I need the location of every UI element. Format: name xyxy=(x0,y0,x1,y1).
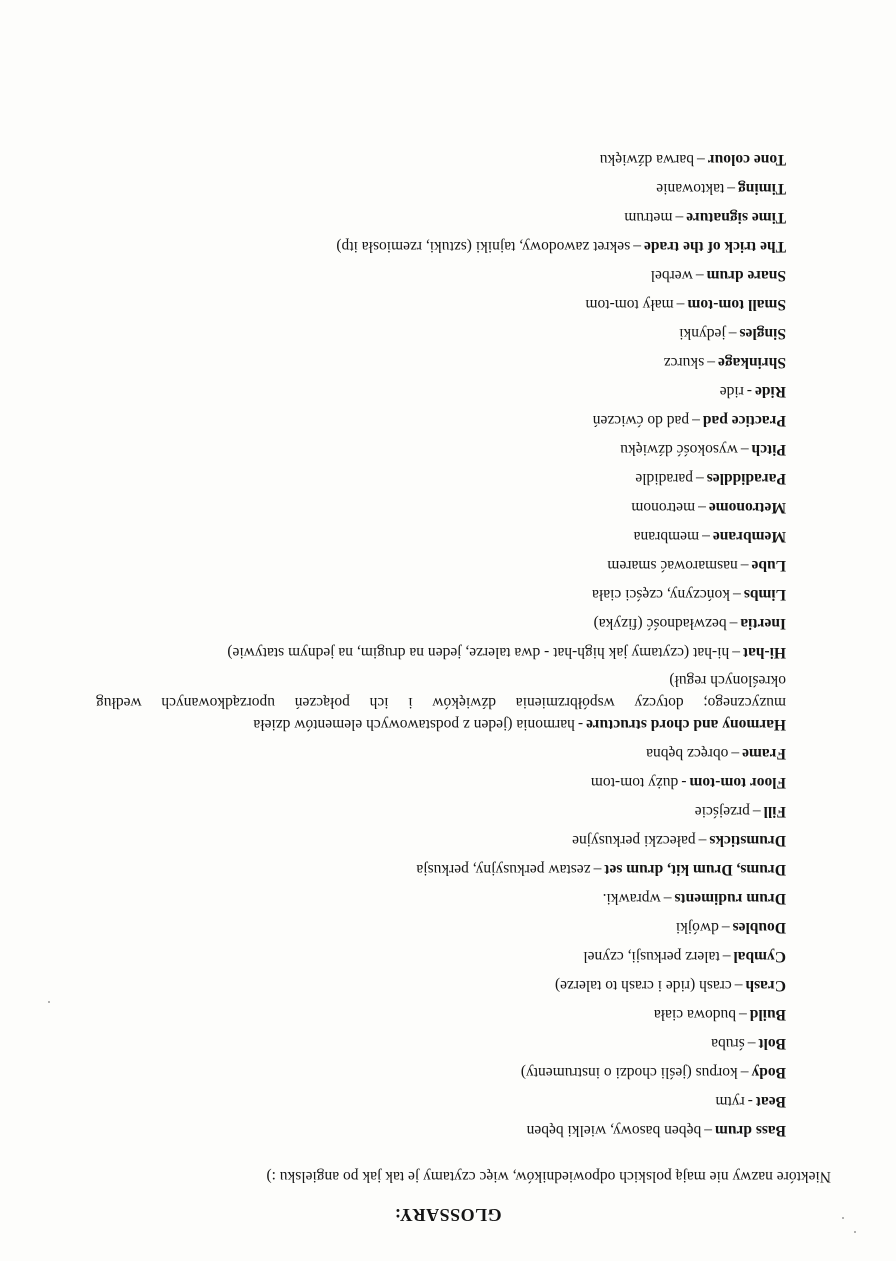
glossary-definition: hi-hat (czytamy jak high-hat - dwa talerze, jeden na drugim, na jednym statywie) xyxy=(227,644,730,661)
glossary-definition: określonych reguł) xyxy=(669,672,786,689)
glossary-separator: – xyxy=(676,296,685,313)
glossary-definition: mały tom-tom xyxy=(585,296,674,313)
glossary-separator: – xyxy=(739,1006,747,1023)
glossary-term: Snare drum xyxy=(706,267,786,284)
glossary-term: Time signature xyxy=(686,209,786,226)
glossary-separator: – xyxy=(752,803,761,820)
glossary-definition: wysokość dźwięku xyxy=(620,441,738,458)
glossary-term: Frame xyxy=(742,745,786,762)
glossary-definition: paradidle xyxy=(635,470,694,487)
glossary-definition: pad do ćwiczeń xyxy=(592,412,690,429)
glossary-separator: - xyxy=(577,716,584,733)
glossary-entry xyxy=(96,1025,786,1054)
scan-speck xyxy=(854,1231,856,1233)
glossary-entry xyxy=(96,199,786,228)
glossary-separator: – xyxy=(740,1064,749,1081)
glossary-separator: – xyxy=(593,861,602,878)
glossary-term: Metronome xyxy=(708,499,786,516)
glossary-definition: jedynki xyxy=(679,325,726,342)
glossary-definition: wprawki. xyxy=(602,890,661,907)
glossary-term: Fill xyxy=(763,803,786,820)
glossary-list xyxy=(96,141,786,1141)
glossary-separator: – xyxy=(698,832,707,849)
glossary-definition: bęben basowy, wielki bęben xyxy=(526,1122,702,1139)
glossary-entry xyxy=(96,663,786,735)
glossary-term: Body xyxy=(751,1064,786,1081)
glossary-entry xyxy=(96,576,786,605)
glossary-entry xyxy=(96,257,786,286)
glossary-entry xyxy=(96,822,786,851)
glossary-separator: – xyxy=(740,441,749,458)
glossary-definition: sekret zawodowy, tajniki (sztuki, rzemiosła itp) xyxy=(336,238,631,255)
glossary-entry xyxy=(96,460,786,489)
glossary-term: Drums, Drum kit, drum set xyxy=(604,861,786,878)
glossary-definition: obręcz bębna xyxy=(646,745,729,762)
glossary-definition: harmonia (jeden z podstawowych elementów dzieła xyxy=(253,716,575,733)
glossary-definition: barwa dźwięku xyxy=(599,151,695,168)
glossary-separator: – xyxy=(633,238,641,255)
glossary-definition: duży tom-tom xyxy=(590,774,679,791)
glossary-term: Drumsticks xyxy=(709,832,786,849)
glossary-separator: – xyxy=(740,557,749,574)
glossary-separator: – xyxy=(734,977,743,994)
glossary-term: Cymbal xyxy=(733,948,786,965)
glossary-definition: taktowanie xyxy=(656,180,725,197)
glossary-entry xyxy=(96,634,786,663)
glossary-entry xyxy=(96,286,786,315)
glossary-entry xyxy=(96,967,786,996)
glossary-definition: dwójki xyxy=(675,919,719,936)
glossary-entry xyxy=(96,851,786,880)
glossary-term: Beat xyxy=(755,1093,786,1110)
glossary-term: Bass drum xyxy=(714,1122,786,1139)
glossary-term: Build xyxy=(749,1006,786,1023)
glossary-separator: - xyxy=(681,774,687,791)
glossary-term: Crash xyxy=(745,977,786,994)
glossary-term: Membrane xyxy=(712,528,786,545)
glossary-definition: bezwładność (fizyka) xyxy=(593,615,727,632)
scan-speck xyxy=(48,1001,50,1003)
glossary-definition: nasmarować smarem xyxy=(607,557,738,574)
page-title: GLOSSARY: xyxy=(394,1205,502,1225)
glossary-entry xyxy=(96,344,786,373)
glossary-term: Floor tom-tom xyxy=(689,774,786,791)
glossary-entry xyxy=(96,489,786,518)
glossary-entry xyxy=(96,518,786,547)
glossary-separator: – xyxy=(721,919,730,936)
glossary-entry xyxy=(96,1083,786,1112)
glossary-separator: – xyxy=(733,586,741,603)
glossary-separator: – xyxy=(663,890,672,907)
glossary-definition: przejście xyxy=(694,803,750,820)
glossary-definition: korpus (jeśli chodzi o instrumenty) xyxy=(520,1064,738,1081)
glossary-term: Harmony and chord structure xyxy=(586,716,786,733)
glossary-separator: – xyxy=(732,644,740,661)
glossary-term: Limbs xyxy=(743,586,786,603)
glossary-separator: – xyxy=(707,354,715,371)
glossary-term: Singles xyxy=(739,325,786,342)
glossary-definition: pałeczki perkusyjne xyxy=(572,832,696,849)
glossary-separator: – xyxy=(727,180,736,197)
glossary-term: The trick of the trade xyxy=(643,238,786,255)
glossary-separator: – xyxy=(695,267,704,284)
glossary-entry xyxy=(96,764,786,793)
glossary-separator: – xyxy=(731,745,740,762)
glossary-term: Hi-hat xyxy=(742,644,786,661)
glossary-separator: – xyxy=(747,1035,756,1052)
glossary-term: Doubles xyxy=(732,919,786,936)
glossary-definition: kończyny, części ciała xyxy=(592,586,731,603)
glossary-definition: metrum xyxy=(624,209,673,226)
glossary-separator: – xyxy=(697,151,705,168)
glossary-definition: muzycznego; dotyczy współbrzmienia dźwięków i ich połączeń uporządkowanych według xyxy=(96,694,786,711)
glossary-entry xyxy=(96,431,786,460)
glossary-separator: – xyxy=(696,470,704,487)
glossary-entry xyxy=(96,547,786,576)
glossary-separator: - xyxy=(747,1093,753,1110)
glossary-separator: – xyxy=(702,528,710,545)
glossary-definition: metronom xyxy=(631,499,696,516)
glossary-entry xyxy=(96,909,786,938)
glossary-definition: skurcz xyxy=(663,354,705,371)
glossary-entry xyxy=(96,793,786,822)
glossary-term: Tone colour xyxy=(707,151,786,168)
glossary-separator: - xyxy=(746,383,752,400)
glossary-definition: membrana xyxy=(633,528,700,545)
glossary-definition: ride xyxy=(719,383,744,400)
glossary-term: Small tom-tom xyxy=(687,296,786,313)
glossary-definition: talerz perkusji, czynel xyxy=(583,948,720,965)
glossary-definition: rytm xyxy=(715,1093,745,1110)
glossary-definition: zestaw perkusyjny, perkusja xyxy=(416,861,591,878)
glossary-separator: – xyxy=(698,499,706,516)
glossary-entry xyxy=(96,228,786,257)
glossary-entry xyxy=(96,938,786,967)
glossary-term: Inertia xyxy=(740,615,786,632)
glossary-separator: – xyxy=(692,412,700,429)
glossary-entry xyxy=(96,605,786,634)
glossary-separator: – xyxy=(729,615,738,632)
glossary-term: Lube xyxy=(751,557,786,574)
glossary-entry xyxy=(96,373,786,402)
intro-paragraph: Niektóre nazwy nie mają polskich odpowiedników, więc czytamy je tak jak po angielsku :) xyxy=(266,1168,831,1185)
glossary-separator: – xyxy=(722,948,731,965)
glossary-definition: crash (ride i crash to talerze) xyxy=(554,977,732,994)
glossary-entry xyxy=(96,170,786,199)
glossary-separator: – xyxy=(728,325,737,342)
glossary-term: Timing xyxy=(738,180,786,197)
glossary-term: Ride xyxy=(755,383,786,400)
glossary-term: Shrinkage xyxy=(717,354,786,371)
glossary-entry xyxy=(96,141,786,170)
glossary-entry xyxy=(96,1112,786,1141)
glossary-term: Paradiddles xyxy=(706,470,786,487)
glossary-definition: budowa ciała xyxy=(653,1006,737,1023)
glossary-entry xyxy=(96,402,786,431)
glossary-term: Drum rudiments xyxy=(674,890,786,907)
glossary-entry xyxy=(96,996,786,1025)
glossary-separator: – xyxy=(704,1122,712,1139)
glossary-definition: werbel xyxy=(650,267,693,284)
glossary-entry xyxy=(96,1054,786,1083)
glossary-term: Pitch xyxy=(751,441,786,458)
glossary-entry xyxy=(96,880,786,909)
glossary-definition: śruba xyxy=(711,1035,745,1052)
glossary-entry xyxy=(96,315,786,344)
glossary-separator: – xyxy=(675,209,684,226)
glossary-entry xyxy=(96,735,786,764)
glossary-term: Practice pad xyxy=(702,412,786,429)
scan-speck xyxy=(842,1217,844,1219)
glossary-term: Bolt xyxy=(758,1035,786,1052)
